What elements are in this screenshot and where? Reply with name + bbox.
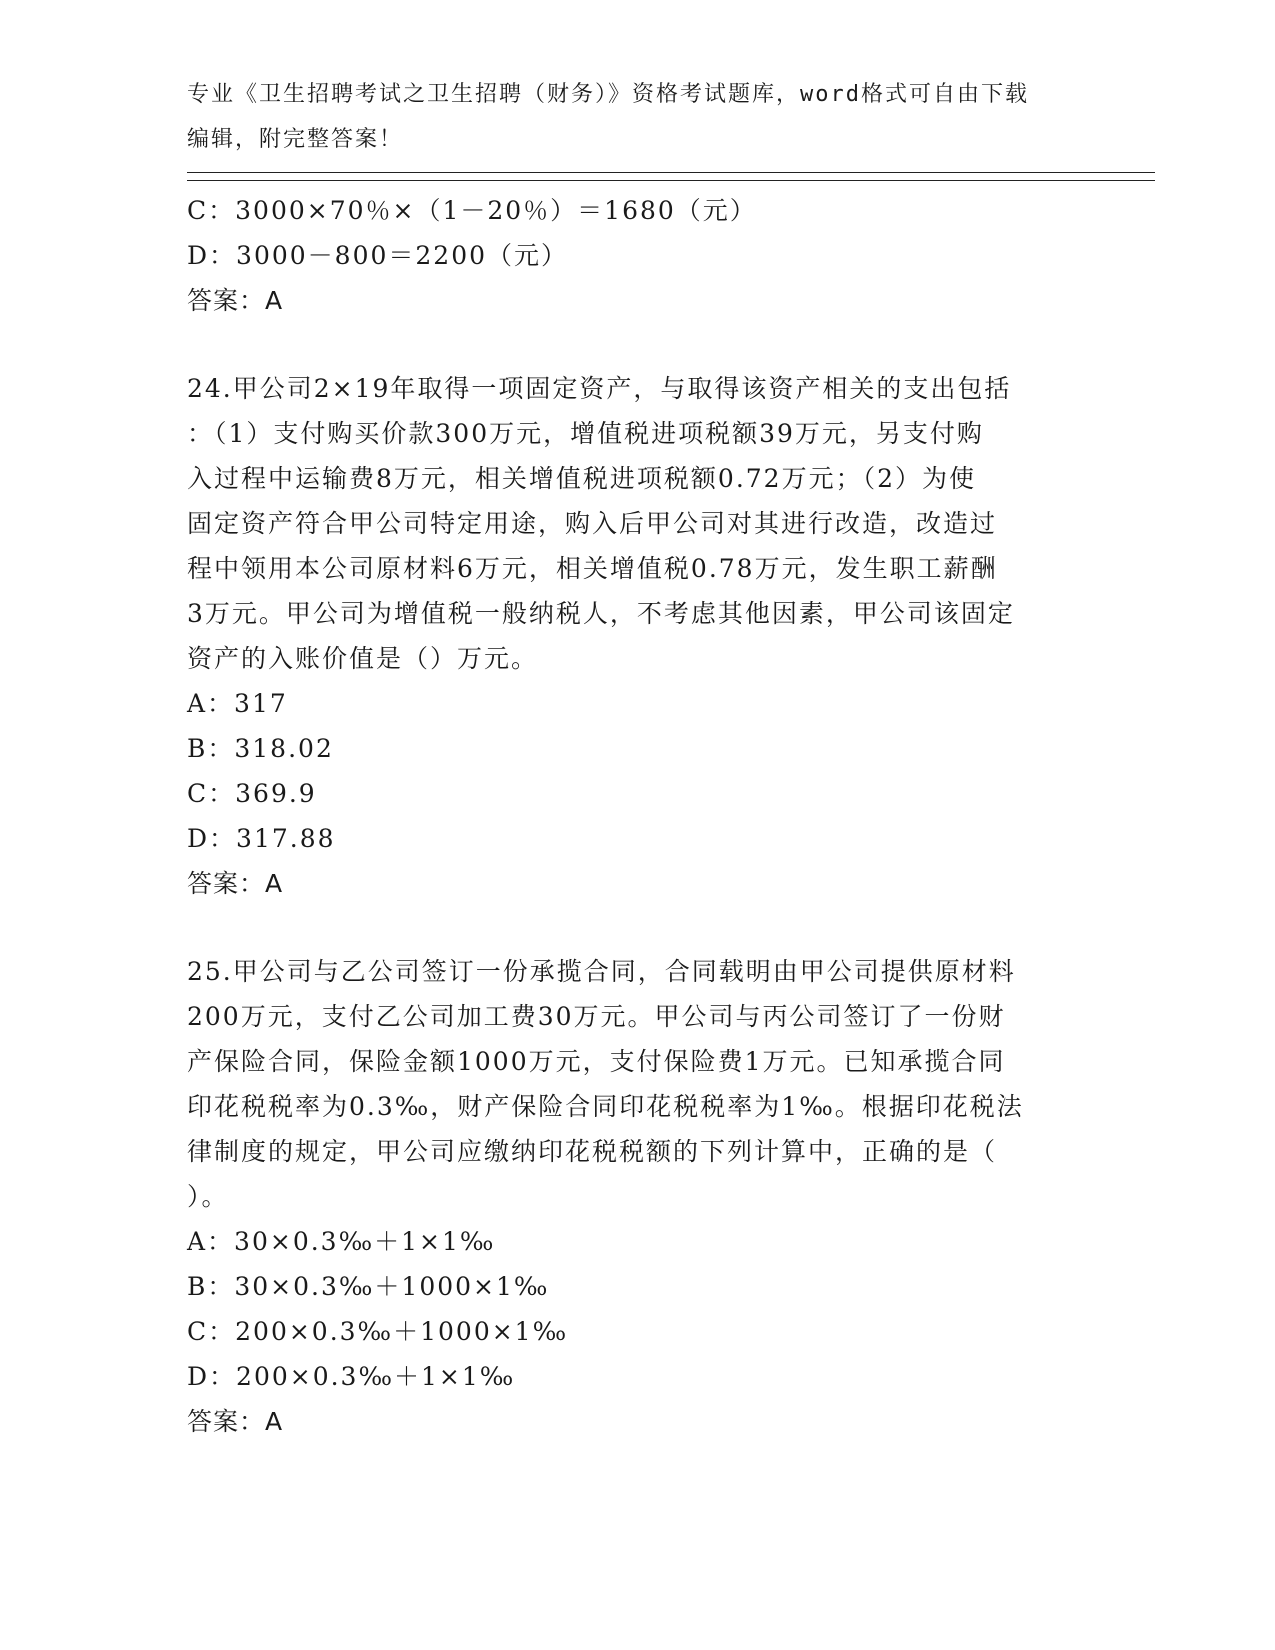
previous-question [187,188,1087,323]
question-text-line: ）。 [187,1182,229,1211]
option-d: D：200×0.3‰＋1×1‰ [187,1362,516,1391]
answer-line: 答案：A [187,1407,284,1436]
header-line: 专业《卫生招聘考试之卫生招聘（财务）》资格考试题库，word格式可自由下载 [187,82,1029,107]
option-d: D：317.88 [187,824,336,853]
header-line: 编辑，附完整答案！ [187,127,404,152]
question-text-line: 印花税税率为0.3‰，财产保险合同印花税税率为1‰。根据印花税法 [187,1092,1024,1121]
option-d: D：3000－800＝2200（元） [187,241,569,270]
option-b: B：30×0.3‰＋1000×1‰ [187,1272,550,1301]
question-text-line: 200万元，支付乙公司加工费30万元。甲公司与丙公司签订了一份财 [187,1002,1006,1031]
answer-line: 答案：A [187,286,284,315]
header-divider-bottom [187,180,1155,181]
question-25 [187,949,1087,1444]
document-header [187,72,1087,162]
question-text-line: ：（1）支付购买价款300万元，增值税进项税额39万元，另支付购 [187,419,984,448]
question-text-line: 产保险合同，保险金额1000万元，支付保险费1万元。已知承揽合同 [187,1047,1006,1076]
question-text-line: 25.甲公司与乙公司签订一份承揽合同，合同载明由甲公司提供原材料 [187,957,1016,986]
question-text-line: 律制度的规定，甲公司应缴纳印花税税额的下列计算中，正确的是（ [187,1137,998,1166]
spacer [187,323,1087,366]
option-b: B：318.02 [187,734,334,763]
question-24 [187,366,1087,906]
option-a: A：30×0.3‰＋1×1‰ [187,1227,496,1256]
spacer [187,906,1087,949]
question-text-line: 固定资产符合甲公司特定用途，购入后甲公司对其进行改造，改造过 [187,509,998,538]
document-body [187,188,1087,1444]
option-c: C：200×0.3‰＋1000×1‰ [187,1317,569,1346]
question-text-line: 程中领用本公司原材料6万元，相关增值税0.78万元，发生职工薪酬 [187,554,998,583]
answer-line: 答案：A [187,869,284,898]
question-text-line: 3万元。甲公司为增值税一般纳税人，不考虑其他因素，甲公司该固定 [187,599,1015,628]
question-text-line: 资产的入账价值是（）万元。 [187,644,539,673]
option-c: C：3000×70％×（1－20％）＝1680（元） [187,196,757,225]
header-divider-top [187,172,1155,173]
option-a: A：317 [187,689,288,718]
option-c: C：369.9 [187,779,317,808]
question-text-line: 入过程中运输费8万元，相关增值税进项税额0.72万元；（2）为使 [187,464,976,493]
question-text-line: 24.甲公司2×19年取得一项固定资产，与取得该资产相关的支出包括 [187,374,1012,403]
